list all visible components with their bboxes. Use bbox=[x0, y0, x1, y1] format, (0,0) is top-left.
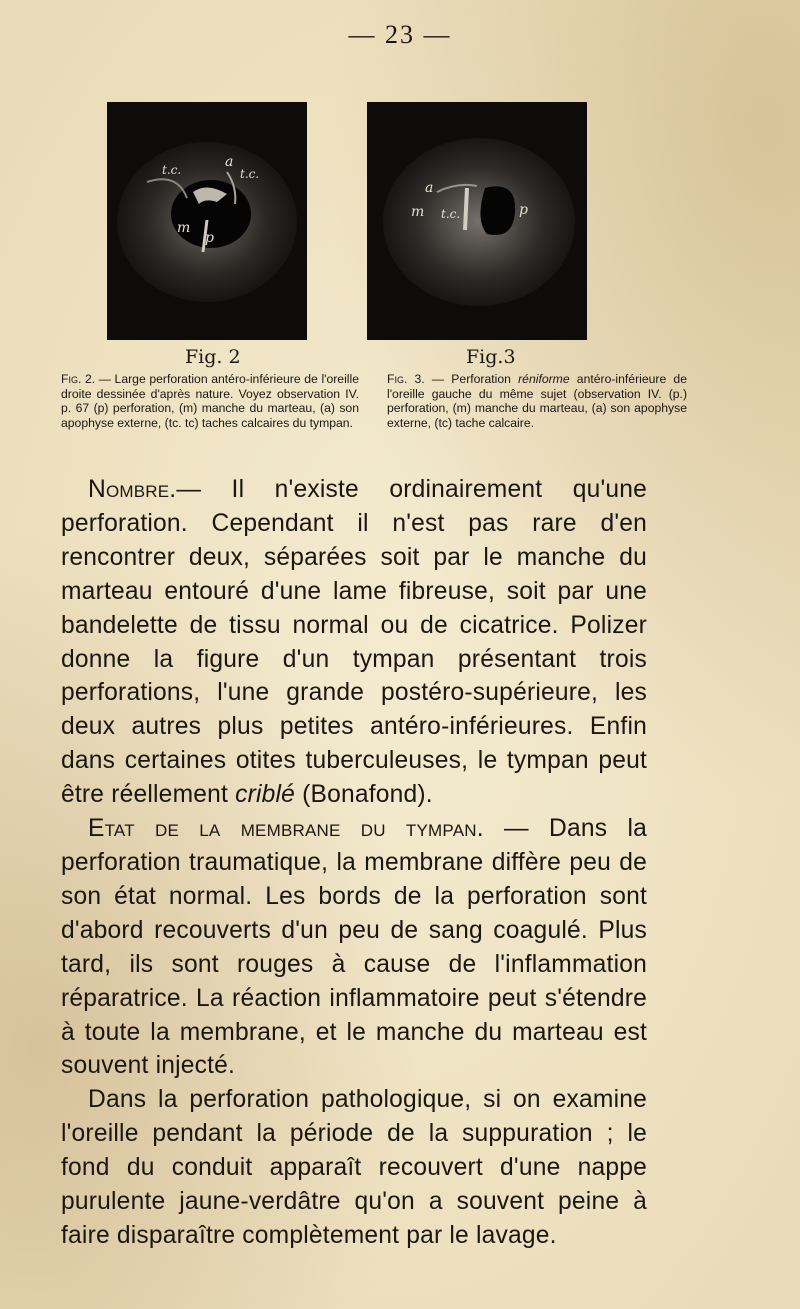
figure-2-caption-text: — Large perforation antéro-inférieure de l'oreille droite dessinée d'après nature. Voyez observation IV. p. 67 (p) perforation, (m) manche du marteau, (a) son apophyse externe, (tc. tc) taches calcaires du tympan. bbox=[61, 372, 359, 430]
fig3-label-tc: t.c. bbox=[441, 207, 461, 221]
figure-3-caption-lead: Fig. 3. bbox=[387, 372, 425, 386]
figure-2-caption-lead: Fig. 2. bbox=[61, 372, 96, 386]
page-number: — 23 — bbox=[348, 20, 452, 49]
paragraph-nombre bbox=[61, 473, 647, 812]
fig3-label-a: a bbox=[425, 180, 434, 196]
paragraph-nombre-lead: Nombre. bbox=[88, 476, 177, 503]
figure-3-caption-text-1: — Perforation bbox=[424, 372, 519, 386]
fig2-label-p: p bbox=[205, 230, 214, 246]
fig3-label-m: m bbox=[411, 204, 425, 220]
figure-2-label: Fig. 2 bbox=[185, 346, 241, 368]
figure-3-caption bbox=[387, 372, 687, 430]
figure-3-caption-italic: réniforme bbox=[518, 372, 570, 386]
paragraph-etat bbox=[61, 812, 647, 1083]
figure-3-label: Fig.3 bbox=[466, 346, 516, 368]
figure-2-caption bbox=[61, 372, 359, 430]
fig3-label-p: p bbox=[519, 202, 528, 218]
figure-2-illustration bbox=[107, 102, 307, 340]
paragraph-nombre-text-1: — Il n'existe ordinairement qu'une perforation. Cependant il n'est pas rare d'en rencontrer deux, séparées soit par le manche du marteau entouré d'une lame fibreuse, soit par une bandelette de tissu normal ou de cicatrice. Polizer donne la figure d'un tympan présentant trois perforations, l'une grande postéro-supérieure, les deux autres plus petites antéro-inférieures. Enfin dans certaines otites tuberculeuses, le tympan peut être réellement bbox=[61, 476, 647, 809]
paragraph-nombre-text-2: (Bonafond). bbox=[295, 781, 433, 809]
paragraph-etat-text: — Dans la perforation traumatique, la membrane diffère peu de son état normal. Les bords de la perforation sont d'abord recouverts d'un peu de sang coagulé. Plus tard, ils sont rouges à cause de l'inflammation réparatrice. La réaction inflammatoire peut s'étendre à toute la membrane, et le manche du marteau est souvent injecté. bbox=[61, 815, 647, 1080]
fig2-label-a: a bbox=[225, 154, 234, 170]
figure-3-illustration bbox=[367, 102, 587, 340]
fig2-label-m: m bbox=[177, 220, 191, 236]
figure-3-caption-text-2: antéro-inférieure de l'oreille gauche du même sujet (observation IV. (p.) perforation, (m) manche du marteau, (a) son apophyse externe, (tc) tache calcaire. bbox=[387, 372, 687, 430]
fig2-label-tc-left: t.c. bbox=[162, 163, 182, 177]
paragraph-nombre-italic: criblé bbox=[235, 781, 296, 809]
paragraph-pathologique: Dans la perforation pathologique, si on examine l'oreille pendant la période de la suppuration ; le fond du conduit apparaît recouvert d'une nappe purulente jaune-verdâtre qu'on a souvent peine à faire disparaître complètement par le lavage. bbox=[61, 1086, 647, 1249]
paragraph-etat-lead: Etat de la membrane du tympan. bbox=[88, 815, 484, 843]
fig2-label-tc-right: t.c. bbox=[240, 167, 260, 181]
body-text bbox=[61, 473, 647, 1253]
